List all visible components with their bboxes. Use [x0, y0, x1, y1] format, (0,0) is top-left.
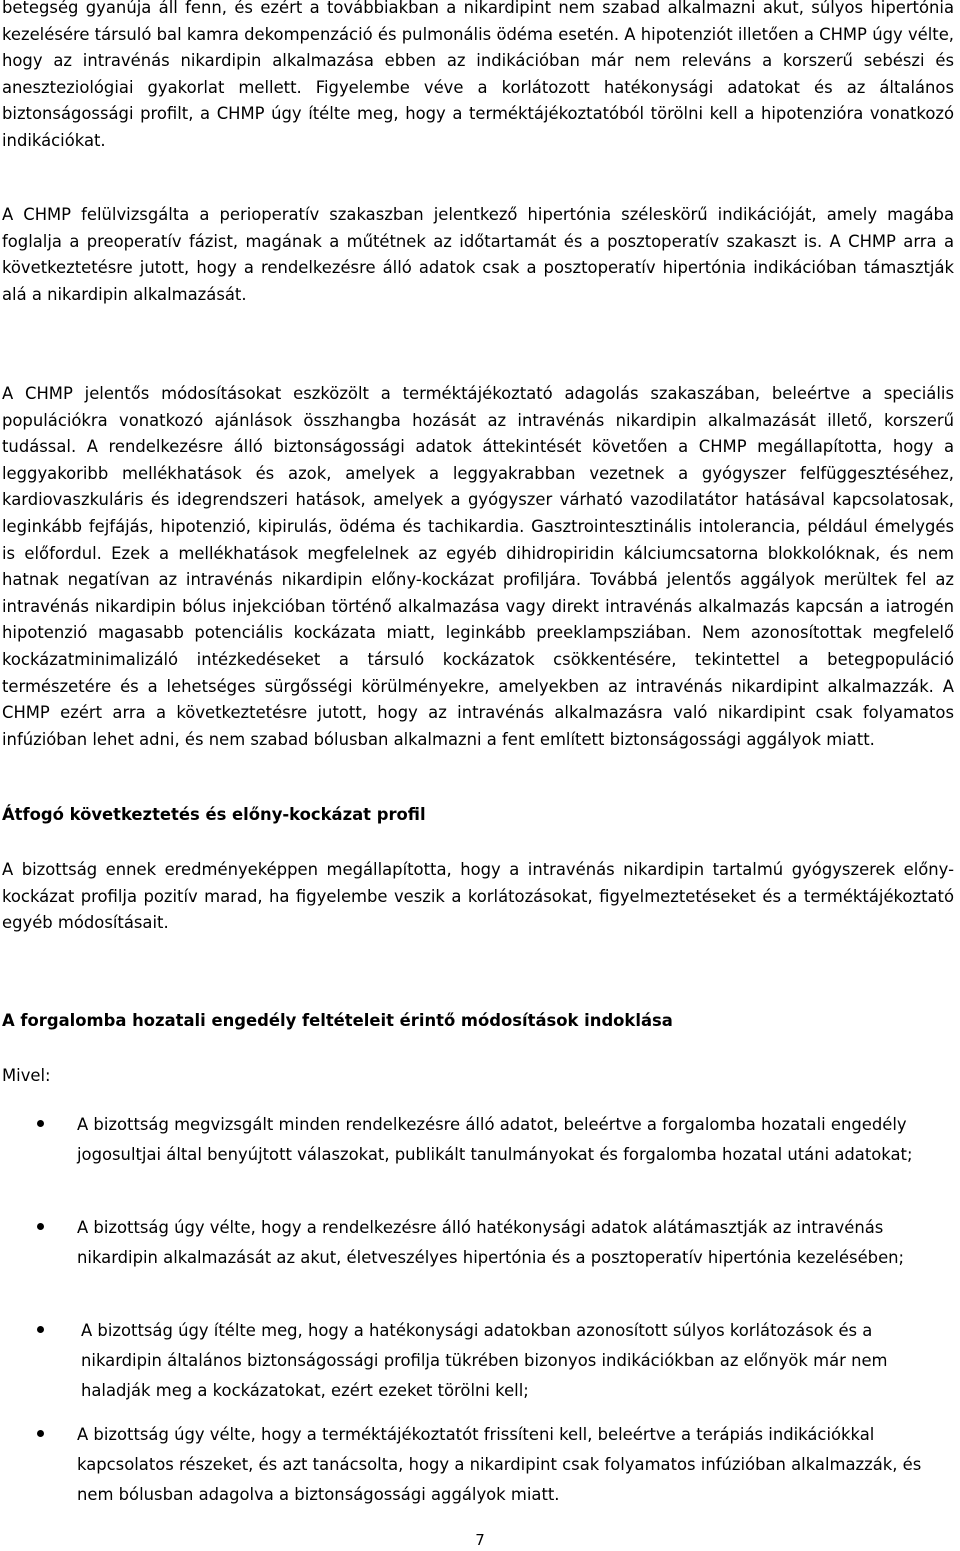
bullet-dot-icon: [37, 1223, 44, 1230]
list-item-text: A bizottság úgy vélte, hogy a rendelkezésre álló hatékonysági adatok alátámasztják az intravénás nikardipin alkalmazását az akut, életveszélyes hipertónia és a posztoperatív hipertónia kezelésében;: [77, 1218, 905, 1267]
heading-overall-conclusion: Átfogó következtetés és előny-kockázat profil: [2, 805, 426, 824]
paragraph-perioperative-hypertension: A CHMP felülvizsgálta a perioperatív szakaszban jelentkező hipertónia széleskörű indikációját, amely magába foglalja a preoperatív fázist, magának a műtétnek az időtartamát és a posztoperatív szakaszt is. A CHMP arra a következtetésre jutott, hogy a rendelkezésre álló adatok csak a posztoperatív hipertónia indikációban támasztják alá a nikardipin alkalmazását.: [2, 205, 954, 304]
heading-grounds-for-variation: A forgalomba hozatali engedély feltételeit érintő módosítások indoklása: [2, 1011, 673, 1030]
list-item-text: A bizottság úgy vélte, hogy a terméktájékoztatót frissíteni kell, beleértve a terápiás indikációkkal kapcsolatos részeket, és azt tanácsolta, hogy a nikardipint csak folyamatos infúzióban alkalmazzák, és nem bólusban adagolva a biztonságossági aggályok miatt.: [77, 1425, 922, 1504]
paragraph-indications-hypotension: betegség gyanúja áll fenn, és ezért a továbbiakban a nikardipint nem szabad alkalmazni akut, súlyos hipertónia kezelésére társuló bal kamra dekompenzáció és pulmonális ödéma esetén. A hipotenziót illetően a CHMP úgy vélte, hogy az intravénás nikardipin alkalmazása ebben az indikációban már nem releváns a korszerű sebészi és aneszteziológiai gyakorlat mellett. Figyelembe véve a korlátozott hatékonysági adatokat és az általános biztonságossági profilt, a CHMP úgy ítélte meg, hogy a terméktájékoztatóból törölni kell a hipotenzióra vonatkozó indikációkat.: [2, 0, 954, 150]
page-number: 7: [475, 1531, 485, 1549]
bullet-dot-icon: [37, 1120, 44, 1127]
bullet-dot-icon: [37, 1430, 44, 1437]
list-item-text: A bizottság úgy ítélte meg, hogy a hatékonysági adatokban azonosított súlyos korlátozások és a nikardipin általános biztonságossági profilja tükrében bizonyos indikációkban az előnyök már nem haladják meg a kockázatokat, ezért ezeket törölni kell;: [81, 1321, 888, 1400]
paragraph-conclusion: A bizottság ennek eredményeképpen megállapította, hogy a intravénás nikardipin tartalmú gyógyszerek előny-kockázat profilja pozitív marad, ha figyelembe veszik a korlátozásokat, figyelmeztetéseket és a terméktájékoztató egyéb módosításait.: [2, 860, 954, 933]
bullet-dot-icon: [37, 1326, 44, 1333]
paragraph-dosing-safety: A CHMP jelentős módosításokat eszközölt a terméktájékoztató adagolás szakaszában, beleértve a speciális populációkra vonatkozó ajánlások összhangba hozását az intravénás nikardipin alkalmazását illető, korszerű tudással. A rendelkezésre álló biztonságossági adatok áttekintését követően a CHMP megállapította, hogy a leggyakoribb mellékhatások és azok, amelyek a leggyakrabban vezetnek a gyógyszer felfüggesztéséhez, kardiovaszkuláris és idegrendszeri hatások, amelyek a gyógyszer várható vazodilatátor hatásával kapcsolatosak, leginkább fejfájás, hipotenzió, kipirulás, ödéma és tachikardia. Gasztrointesztinális intolerancia, például émelygés is előfordul. Ezek a mellékhatások megfelelnek az egyéb dihidropiridin kálciumcsatorna blokkolóknak, és nem hatnak negatívan az intravénás nikardipin előny-kockázat profiljára. Továbbá jelentős aggályok merültek fel az intravénás nikardipin bólus injekcióban történő alkalmazása vagy direkt intravénás alkalmazás kapcsán a iatrogén hipotenzió magasabb potenciális kockázata miatt, leginkább preeklampsziában. Nem azonosítottak megfelelő kockázatminimalizáló intézkedéseket a társuló kockázatok csökkentésére, tekintettel a betegpopuláció természetére és a lehetséges sürgősségi körülményekre, amelyekben az intravénás nikardipint alkalmazzák. A CHMP ezért arra a következtetésre jutott, hogy az intravénás alkalmazásra való nikardipint csak folyamatos infúzióban lehet adni, és nem szabad bólusban alkalmazni a fent említett biztonságossági aggályok miatt.: [2, 384, 954, 749]
whereas-label: Mivel:: [2, 1066, 51, 1085]
list-item-text: A bizottság megvizsgált minden rendelkezésre álló adatot, beleértve a forgalomba hozatali engedély jogosultjai által benyújtott válaszokat, publikált tanulmányokat és forgalomba hozatal utáni adatokat;: [77, 1115, 913, 1164]
